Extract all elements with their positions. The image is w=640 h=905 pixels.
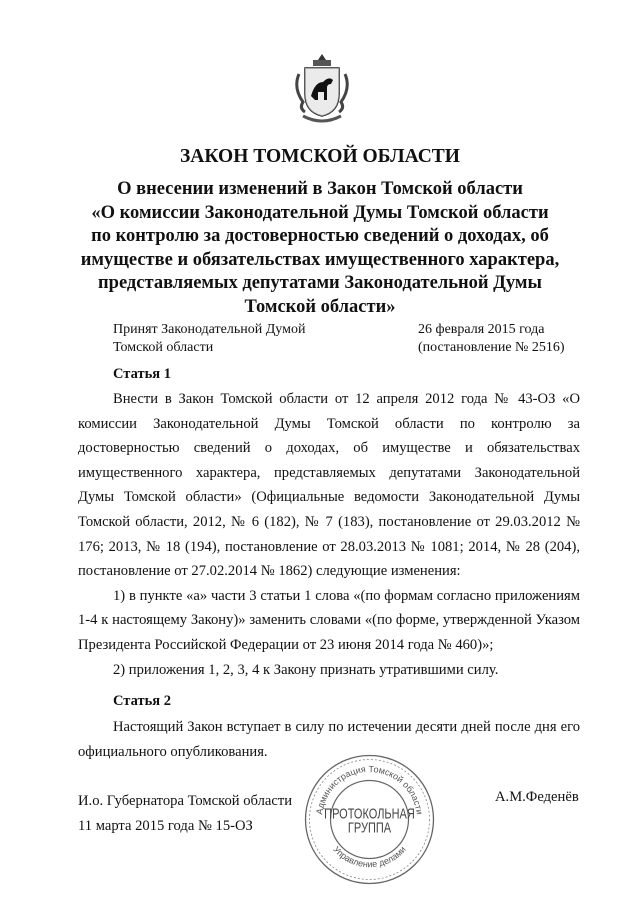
paragraph: 2) приложения 1, 2, 3, 4 к Закону признать утратившими силу. — [113, 661, 499, 678]
stamp-bottom-text: Управление делами — [331, 844, 408, 870]
resolution-number: (постановление № 2516) — [418, 340, 565, 355]
article-1-heading: Статья 1 — [113, 366, 171, 382]
signing-info: 11 марта 2015 года № 15-ОЗ — [78, 818, 253, 834]
adopted-by — [113, 321, 305, 357]
stamp-center-line: ГРУППА — [347, 819, 392, 836]
subtitle-line: по контролю за достоверностью сведений о доходах, об — [91, 226, 549, 246]
paragraph: 1) в пункте «а» части 3 статьи 1 слова «(по формам согласно приложениям 1-4 к настоящему Закону)» заменить словами «(по форме, утвержденной Указом Президента Российской Федерации от 23 июня 2014 года № 460)»; — [78, 587, 580, 653]
adopted-by-line: Принят Законодательной Думой — [113, 322, 306, 337]
document-title: ЗАКОН ТОМСКОЙ ОБЛАСТИ — [180, 146, 460, 167]
document-subtitle — [70, 178, 570, 319]
official-stamp — [302, 752, 437, 887]
signature-block — [78, 789, 292, 839]
adopted-date — [418, 321, 565, 357]
article-2-heading: Статья 2 — [113, 693, 171, 709]
paragraph: Внести в Закон Томской области от 12 апреля 2012 года № 43-ОЗ «О комиссии Законодательной Думы Томской области по контролю за достоверностью сведений о доходах, об имуществе и обязательствах имущественного характера, представляемых депутатами Законодательной Думы Томской области» (Официальные ведомости Законодательной Думы Томской области, 2012, № 6 (182), № 7 (183), постановление от 29.03.2012 № 176; 2013, № 18 (194), постановление от 28.03.2013 № 1081; 2014, № 28 (204), постановление от 27.02.2014 № 1862) следующие изменения: — [78, 391, 580, 580]
coat-of-arms-emblem — [293, 52, 351, 128]
stamp-top-text: Администрация Томской области — [314, 763, 425, 816]
adopted-date-line: 26 февраля 2015 года — [418, 322, 545, 337]
subtitle-line: Томской области» — [244, 296, 396, 317]
adopted-by-line: Томской области — [113, 340, 214, 355]
article-1-text — [78, 387, 580, 682]
subtitle-line: имуществе и обязательствах имущественного характера, — [80, 249, 560, 270]
signatory-name: А.М.Феденёв — [495, 789, 579, 805]
paragraph: Настоящий Закон вступает в силу по истечении десяти дней после дня его официального опубликования. — [78, 719, 580, 760]
stamp-center-line: ПРОТОКОЛЬНАЯ — [324, 804, 415, 822]
subtitle-line: «О комиссии Законодательной Думы Томской области — [91, 202, 549, 223]
subtitle-line: О внесении изменений в Закон Томской области — [117, 179, 523, 199]
subtitle-line: представляемых депутатами Законодательной Думы — [98, 273, 542, 293]
signatory-title: И.о. Губернатора Томской области — [78, 793, 293, 809]
